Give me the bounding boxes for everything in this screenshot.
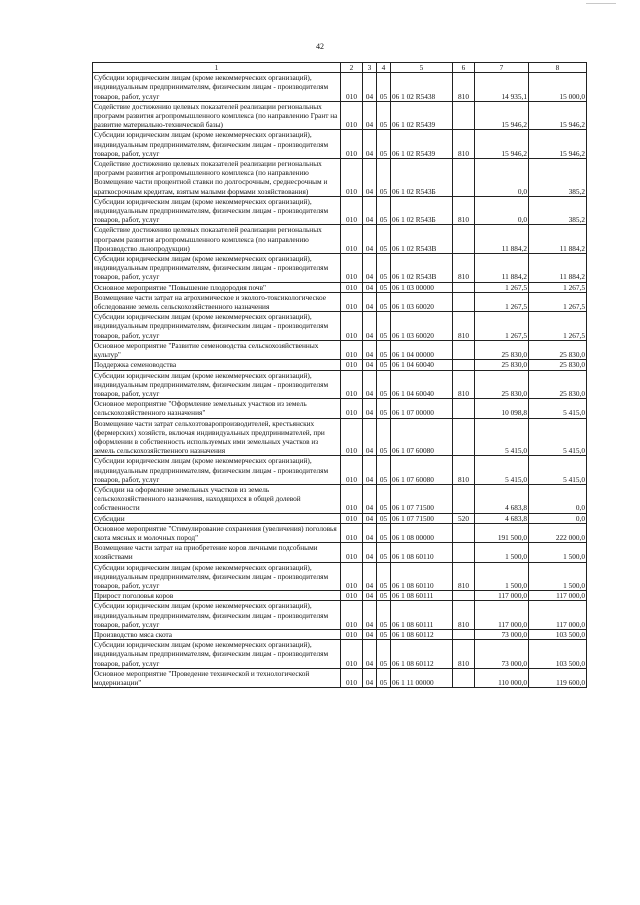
amount-year1-cell: 0,0 [475,159,529,197]
row-name-cell: Субсидии юридическим лицам (кроме некоммерческих организаций), индивидуальным предпринимателям, физическим лицам - производителям товаров, работ, услуг [93,130,341,159]
table-row [93,601,587,630]
amount-year1-cell: 15 946,2 [475,101,529,130]
amount-year1-cell: 191 500,0 [475,523,529,542]
section-cell: 04 [363,601,377,630]
amount-year2-cell: 117 000,0 [529,591,587,601]
row-name-cell: Субсидии юридическим лицам (кроме некоммерческих организаций), индивидуальным предпринимателям, физическим лицам - производителям товаров, работ, услуг [93,73,341,102]
row-name-cell: Возмещение части затрат на агрохимическое и эколого-токсикологическое обследование земель сельскохозяйственного назначения [93,292,341,311]
column-header: 4 [377,63,391,73]
section-cell: 04 [363,629,377,639]
amount-year2-cell: 25 830,0 [529,370,587,399]
section-cell: 04 [363,159,377,197]
amount-year1-cell: 73 000,0 [475,629,529,639]
target-article-cell: 06 1 07 60080 [391,456,453,485]
subsection-cell: 05 [377,523,391,542]
row-name-cell: Возмещение части затрат сельхозтоваропроизводителей, крестьянских (фермерских) хозяйств, включая индивидуальных предпринимателей, при оформлении в собственность используемых ими земельных участков из земель сельскохозяйственного назначения [93,418,341,456]
amount-year2-cell: 1 500,0 [529,562,587,591]
row-name-cell: Основное мероприятие "Оформление земельных участков из земель сельскохозяйственного назначения" [93,399,341,418]
amount-year1-cell: 5 415,0 [475,456,529,485]
admin-code-cell: 010 [341,629,363,639]
amount-year1-cell: 11 884,2 [475,254,529,283]
expense-type-cell: 810 [453,601,475,630]
table-row [93,159,587,197]
section-cell: 04 [363,543,377,562]
row-name-cell: Основное мероприятие "Проведение технической и технологической модернизации" [93,668,341,687]
row-name-cell: Основное мероприятие "Развитие семеноводства сельскохозяйственных культур" [93,340,341,359]
admin-code-cell: 010 [341,360,363,370]
subsection-cell: 05 [377,340,391,359]
table-row [93,543,587,562]
table-row [93,640,587,669]
admin-code-cell: 010 [341,562,363,591]
subsection-cell: 05 [377,101,391,130]
admin-code-cell: 010 [341,543,363,562]
expense-type-cell [453,101,475,130]
expense-type-cell: 520 [453,513,475,523]
admin-code-cell: 010 [341,418,363,456]
section-cell: 04 [363,562,377,591]
budget-table [92,62,587,688]
subsection-cell: 05 [377,130,391,159]
target-article-cell: 06 1 02 R543В [391,254,453,283]
section-cell: 04 [363,130,377,159]
row-name-cell: Субсидии юридическим лицам (кроме некоммерческих организаций), индивидуальным предпринимателям, физическим лицам - производителям товаров, работ, услуг [93,562,341,591]
amount-year1-cell: 10 098,8 [475,399,529,418]
subsection-cell: 05 [377,591,391,601]
admin-code-cell: 010 [341,196,363,225]
section-cell: 04 [363,484,377,513]
row-name-cell: Субсидии юридическим лицам (кроме некоммерческих организаций), индивидуальным предпринимателям, физическим лицам - производителям товаров, работ, услуг [93,196,341,225]
table-row [93,340,587,359]
amount-year2-cell: 0,0 [529,513,587,523]
row-name-cell: Прирост поголовья коров [93,591,341,601]
target-article-cell: 06 1 08 60111 [391,601,453,630]
amount-year1-cell: 1 267,5 [475,282,529,292]
subsection-cell: 05 [377,513,391,523]
subsection-cell: 05 [377,254,391,283]
expense-type-cell [453,484,475,513]
row-name-cell: Основное мероприятие "Повышение плодородия почв" [93,282,341,292]
admin-code-cell: 010 [341,370,363,399]
expense-type-cell: 810 [453,456,475,485]
table-row [93,312,587,341]
amount-year2-cell: 385,2 [529,159,587,197]
expense-type-cell: 810 [453,254,475,283]
target-article-cell: 06 1 08 60110 [391,543,453,562]
column-header: 6 [453,63,475,73]
row-name-cell: Поддержка семеноводства [93,360,341,370]
table-row [93,292,587,311]
table-row [93,101,587,130]
section-cell: 04 [363,591,377,601]
amount-year2-cell: 0,0 [529,484,587,513]
amount-year1-cell: 5 415,0 [475,418,529,456]
amount-year1-cell: 73 000,0 [475,640,529,669]
section-cell: 04 [363,73,377,102]
admin-code-cell: 010 [341,225,363,254]
subsection-cell: 05 [377,456,391,485]
amount-year2-cell: 5 415,0 [529,399,587,418]
admin-code-cell: 010 [341,312,363,341]
admin-code-cell: 010 [341,340,363,359]
column-header: 5 [391,63,453,73]
expense-type-cell: 810 [453,370,475,399]
section-cell: 04 [363,312,377,341]
admin-code-cell: 010 [341,484,363,513]
expense-type-cell [453,668,475,687]
amount-year1-cell: 1 500,0 [475,543,529,562]
target-article-cell: 06 1 08 60112 [391,640,453,669]
amount-year1-cell: 117 000,0 [475,601,529,630]
table-row [93,591,587,601]
admin-code-cell: 010 [341,640,363,669]
amount-year2-cell: 15 000,0 [529,73,587,102]
amount-year1-cell: 1 267,5 [475,292,529,311]
row-name-cell: Субсидии юридическим лицам (кроме некоммерческих организаций), индивидуальным предпринимателям, физическим лицам - производителям товаров, работ, услуг [93,601,341,630]
row-name-cell: Субсидии на оформление земельных участков из земель сельскохозяйственного назначения, находящихся в общей долевой собственности [93,484,341,513]
expense-type-cell [453,282,475,292]
expense-type-cell [453,225,475,254]
admin-code-cell: 010 [341,101,363,130]
table-row [93,73,587,102]
subsection-cell: 05 [377,418,391,456]
target-article-cell: 06 1 07 60080 [391,418,453,456]
target-article-cell: 06 1 02 R543Б [391,196,453,225]
section-cell: 04 [363,292,377,311]
expense-type-cell [453,399,475,418]
section-cell: 04 [363,340,377,359]
expense-type-cell [453,629,475,639]
admin-code-cell: 010 [341,513,363,523]
expense-type-cell: 810 [453,130,475,159]
expense-type-cell: 810 [453,562,475,591]
target-article-cell: 06 1 03 00000 [391,282,453,292]
amount-year2-cell: 25 830,0 [529,360,587,370]
target-article-cell: 06 1 07 71500 [391,484,453,513]
amount-year1-cell: 25 830,0 [475,370,529,399]
amount-year2-cell: 5 415,0 [529,456,587,485]
table-row [93,629,587,639]
expense-type-cell: 810 [453,640,475,669]
expense-type-cell: 810 [453,196,475,225]
expense-type-cell [453,360,475,370]
amount-year2-cell: 15 946,2 [529,130,587,159]
amount-year1-cell: 117 000,0 [475,591,529,601]
column-header: 2 [341,63,363,73]
row-name-cell: Возмещение части затрат на приобретение коров личными подсобными хозяйствами [93,543,341,562]
row-name-cell: Субсидии юридическим лицам (кроме некоммерческих организаций), индивидуальным предпринимателям, физическим лицам - производителям товаров, работ, услуг [93,456,341,485]
subsection-cell: 05 [377,225,391,254]
subsection-cell: 05 [377,282,391,292]
amount-year2-cell: 1 500,0 [529,543,587,562]
expense-type-cell [453,292,475,311]
column-header: 7 [475,63,529,73]
amount-year2-cell: 11 884,2 [529,225,587,254]
expense-type-cell [453,418,475,456]
target-article-cell: 06 1 08 60112 [391,629,453,639]
section-cell: 04 [363,399,377,418]
amount-year2-cell: 25 830,0 [529,340,587,359]
amount-year1-cell: 4 683,8 [475,513,529,523]
subsection-cell: 05 [377,640,391,669]
table-body [93,73,587,688]
row-name-cell: Субсидии юридическим лицам (кроме некоммерческих организаций), индивидуальным предпринимателям, физическим лицам - производителям товаров, работ, услуг [93,254,341,283]
row-name-cell: Содействие достижению целевых показателей реализации региональных программ развития агропромышленного комплекса (по направлению Возмещение части процентной ставки по долгосрочным, среднесрочным и краткосрочным кредитам, взятым малыми формами хозяйствования) [93,159,341,197]
admin-code-cell: 010 [341,456,363,485]
table-row [93,282,587,292]
target-article-cell: 06 1 08 60110 [391,562,453,591]
table-row [93,130,587,159]
amount-year2-cell: 103 500,0 [529,629,587,639]
admin-code-cell: 010 [341,282,363,292]
target-article-cell: 06 1 02 R5439 [391,130,453,159]
subsection-cell: 05 [377,399,391,418]
amount-year1-cell: 4 683,8 [475,484,529,513]
amount-year2-cell: 117 000,0 [529,601,587,630]
table-row [93,196,587,225]
row-name-cell: Производство мяса скота [93,629,341,639]
admin-code-cell: 010 [341,254,363,283]
section-cell: 04 [363,523,377,542]
amount-year1-cell: 110 000,0 [475,668,529,687]
target-article-cell: 06 1 02 R543Б [391,159,453,197]
target-article-cell: 06 1 02 R5438 [391,73,453,102]
admin-code-cell: 010 [341,73,363,102]
target-article-cell: 06 1 07 00000 [391,399,453,418]
table-row [93,484,587,513]
target-article-cell: 06 1 07 71500 [391,513,453,523]
amount-year1-cell: 1 500,0 [475,562,529,591]
admin-code-cell: 010 [341,523,363,542]
row-name-cell: Субсидии [93,513,341,523]
table-row [93,399,587,418]
expense-type-cell [453,340,475,359]
subsection-cell: 05 [377,196,391,225]
table-row [93,370,587,399]
table-row [93,523,587,542]
column-header: 3 [363,63,377,73]
amount-year2-cell: 1 267,5 [529,282,587,292]
target-article-cell: 06 1 02 R543В [391,225,453,254]
section-cell: 04 [363,456,377,485]
section-cell: 04 [363,360,377,370]
column-header: 8 [529,63,587,73]
scan-corner-mark [586,3,616,8]
page-number: 42 [316,42,324,51]
subsection-cell: 05 [377,370,391,399]
target-article-cell: 06 1 03 60020 [391,292,453,311]
row-name-cell: Содействие достижению целевых показателей реализации региональных программ развития агропромышленного комплекса (по направлению Производство льнопродукции) [93,225,341,254]
subsection-cell: 05 [377,159,391,197]
row-name-cell: Основное мероприятие "Стимулирование сохранения (увеличения) поголовья скота мясных и молочных пород" [93,523,341,542]
row-name-cell: Субсидии юридическим лицам (кроме некоммерческих организаций), индивидуальным предпринимателям, физическим лицам - производителям товаров, работ, услуг [93,370,341,399]
amount-year1-cell: 25 830,0 [475,360,529,370]
admin-code-cell: 010 [341,668,363,687]
subsection-cell: 05 [377,360,391,370]
table-row [93,254,587,283]
target-article-cell: 06 1 04 00000 [391,340,453,359]
amount-year2-cell: 103 500,0 [529,640,587,669]
column-number-row [93,63,587,73]
section-cell: 04 [363,196,377,225]
section-cell: 04 [363,254,377,283]
amount-year2-cell: 222 000,0 [529,523,587,542]
row-name-cell: Субсидии юридическим лицам (кроме некоммерческих организаций), индивидуальным предпринимателям, физическим лицам - производителям товаров, работ, услуг [93,640,341,669]
table-row [93,513,587,523]
subsection-cell: 05 [377,629,391,639]
subsection-cell: 05 [377,562,391,591]
admin-code-cell: 010 [341,591,363,601]
amount-year2-cell: 1 267,5 [529,312,587,341]
target-article-cell: 06 1 08 00000 [391,523,453,542]
amount-year1-cell: 14 935,1 [475,73,529,102]
target-article-cell: 06 1 11 00000 [391,668,453,687]
admin-code-cell: 010 [341,130,363,159]
table-row [93,562,587,591]
amount-year2-cell: 119 600,0 [529,668,587,687]
section-cell: 04 [363,640,377,669]
admin-code-cell: 010 [341,292,363,311]
section-cell: 04 [363,668,377,687]
amount-year2-cell: 15 946,2 [529,101,587,130]
amount-year2-cell: 11 884,2 [529,254,587,283]
subsection-cell: 05 [377,601,391,630]
admin-code-cell: 010 [341,159,363,197]
row-name-cell: Содействие достижению целевых показателей реализации региональных программ развития агропромышленного комплекса (по направлению Грант на развитие материально-технической базы) [93,101,341,130]
table-row [93,418,587,456]
section-cell: 04 [363,225,377,254]
section-cell: 04 [363,370,377,399]
section-cell: 04 [363,513,377,523]
table-row [93,360,587,370]
expense-type-cell [453,159,475,197]
expense-type-cell: 810 [453,73,475,102]
target-article-cell: 06 1 02 R5439 [391,101,453,130]
amount-year2-cell: 385,2 [529,196,587,225]
admin-code-cell: 010 [341,601,363,630]
amount-year1-cell: 15 946,2 [475,130,529,159]
subsection-cell: 05 [377,312,391,341]
amount-year1-cell: 25 830,0 [475,340,529,359]
section-cell: 04 [363,282,377,292]
target-article-cell: 06 1 03 60020 [391,312,453,341]
expense-type-cell [453,591,475,601]
amount-year1-cell: 0,0 [475,196,529,225]
amount-year1-cell: 1 267,5 [475,312,529,341]
subsection-cell: 05 [377,73,391,102]
table-row [93,225,587,254]
expense-type-cell [453,523,475,542]
row-name-cell: Субсидии юридическим лицам (кроме некоммерческих организаций), индивидуальным предпринимателям, физическим лицам - производителям товаров, работ, услуг [93,312,341,341]
admin-code-cell: 010 [341,399,363,418]
target-article-cell: 06 1 08 60111 [391,591,453,601]
subsection-cell: 05 [377,292,391,311]
amount-year2-cell: 1 267,5 [529,292,587,311]
target-article-cell: 06 1 04 60040 [391,370,453,399]
subsection-cell: 05 [377,484,391,513]
expense-type-cell: 810 [453,312,475,341]
section-cell: 04 [363,101,377,130]
subsection-cell: 05 [377,543,391,562]
subsection-cell: 05 [377,668,391,687]
target-article-cell: 06 1 04 60040 [391,360,453,370]
section-cell: 04 [363,418,377,456]
amount-year1-cell: 11 884,2 [475,225,529,254]
table-row [93,668,587,687]
amount-year2-cell: 5 415,0 [529,418,587,456]
expense-type-cell [453,543,475,562]
column-header: 1 [93,63,341,73]
table-row [93,456,587,485]
